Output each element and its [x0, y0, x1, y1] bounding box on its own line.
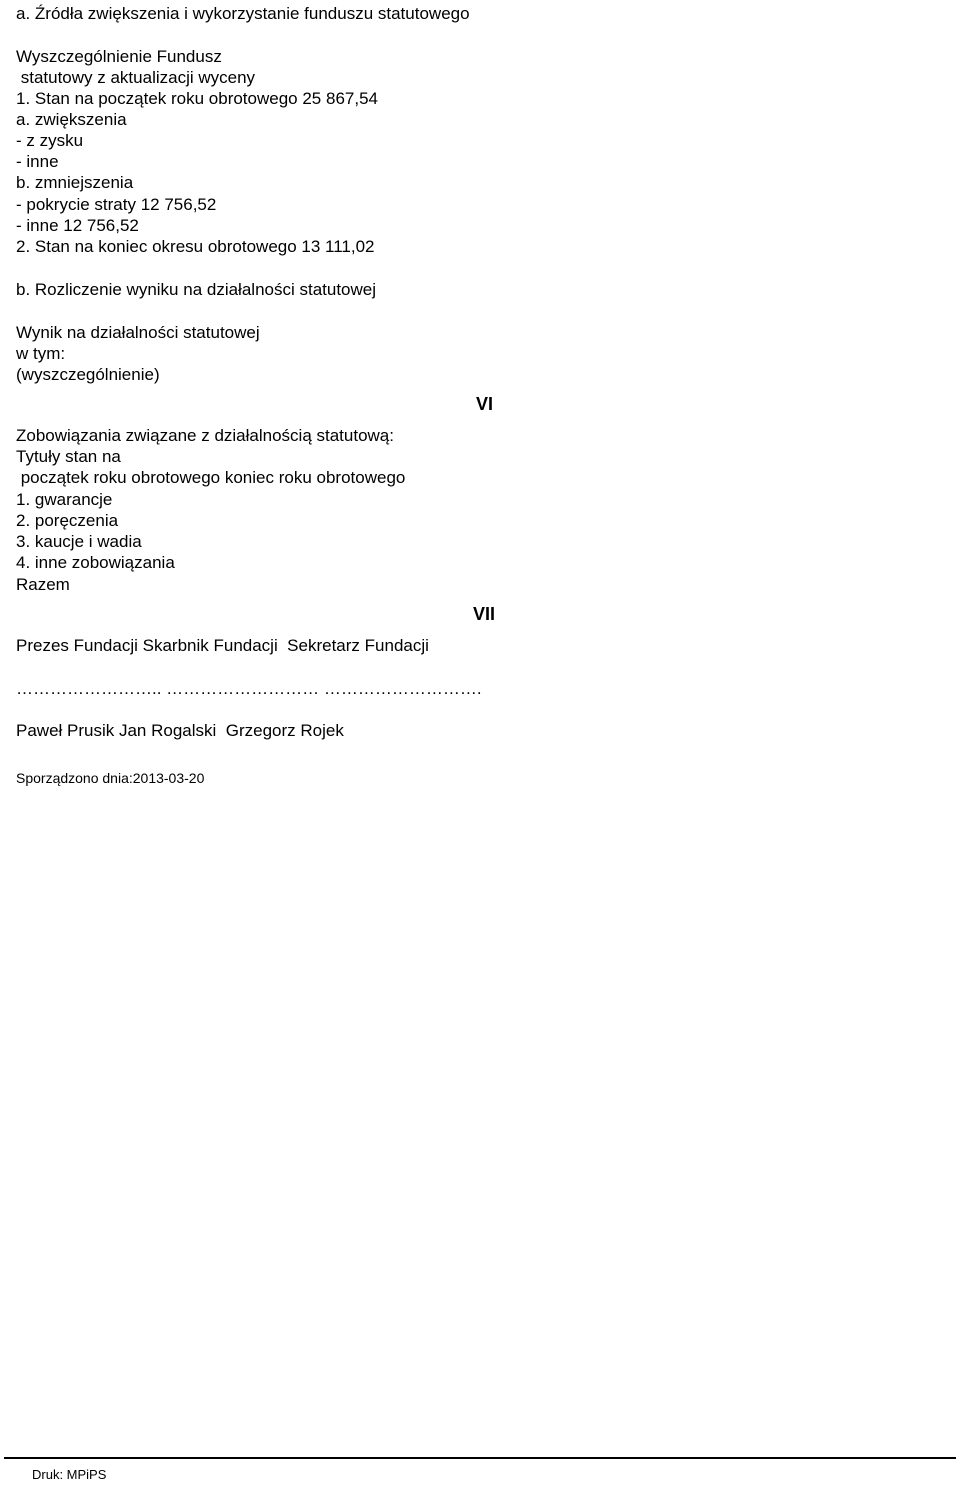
prepared-date: Sporządzono dnia:2013-03-20 [16, 770, 205, 786]
section-b-line: w tym: [16, 344, 66, 363]
section-a-row: b. zmniejszenia [16, 173, 134, 192]
section-a-row: - z zysku [16, 131, 84, 150]
footer-print-label: Druk: MPiPS [32, 1467, 107, 1482]
section-a-row: 1. Stan na początek roku obrotowego 25 867,54 [16, 89, 378, 108]
section-a-row: - pokrycie straty 12 756,52 [16, 195, 217, 214]
signature-names: Paweł Prusik Jan Rogalski Grzegorz Rojek [16, 721, 344, 740]
section-b-line: (wyszczególnienie) [16, 365, 160, 384]
liabilities-row: Razem [16, 575, 70, 594]
section-a-header-line2: statutowy z aktualizacji wyceny [16, 68, 256, 87]
section-a-title: a. Źródła zwiększenia i wykorzystanie funduszu statutowego [16, 4, 470, 23]
liabilities-row: 4. inne zobowiązania [16, 553, 175, 572]
section-a-row: - inne [16, 152, 59, 171]
liabilities-row: 1. gwarancje [16, 490, 113, 509]
section-a-row: a. zwiększenia [16, 110, 127, 129]
liabilities-title: Zobowiązania związane z działalnością statutową: [16, 426, 394, 445]
section-number-vii: VII [473, 604, 496, 624]
footer-divider [4, 1457, 956, 1459]
section-b-title: b. Rozliczenie wyniku na działalności statutowej [16, 280, 377, 299]
section-a-row: - inne 12 756,52 [16, 216, 139, 235]
signature-roles: Prezes Fundacji Skarbnik Fundacji Sekretarz Fundacji [16, 636, 429, 655]
liabilities-header-line1: Tytuły stan na [16, 447, 121, 466]
section-a-header-line1: Wyszczególnienie Fundusz [16, 47, 222, 66]
section-number-vi: VI [476, 394, 494, 414]
section-a-row: 2. Stan na koniec okresu obrotowego 13 111,02 [16, 237, 375, 256]
liabilities-header-line2: początek roku obrotowego koniec roku obrotowego [16, 468, 406, 487]
signature-dots: …………………….. ……………………… ………………………. [16, 679, 482, 698]
liabilities-row: 2. poręczenia [16, 511, 119, 530]
section-b-line: Wynik na działalności statutowej [16, 323, 260, 342]
liabilities-row: 3. kaucje i wadia [16, 532, 142, 551]
